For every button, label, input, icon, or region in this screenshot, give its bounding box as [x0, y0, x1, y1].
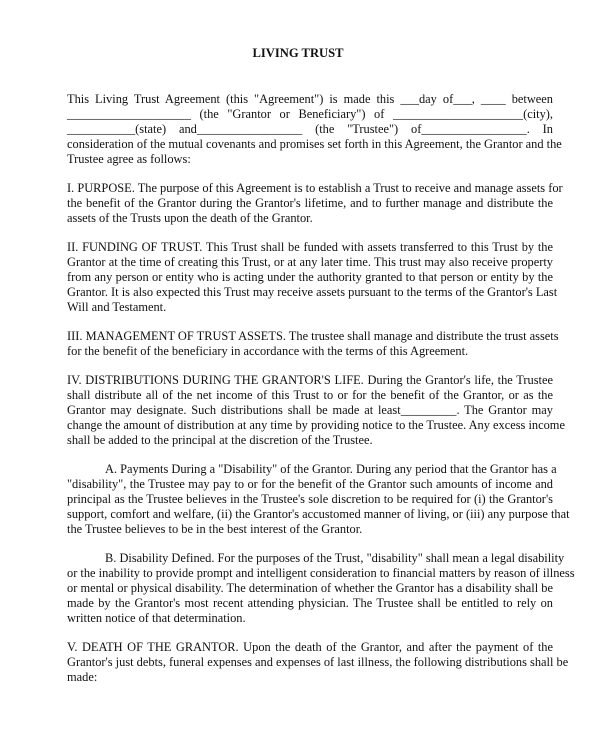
- section-purpose: [67, 181, 563, 226]
- text-line: or mental or physical disability. The determination of whether the Grantor has a disability shall be: [67, 581, 553, 595]
- text-line: Grantor may designate. Such distributions shall be made at least_________. The Grantor may: [67, 403, 553, 417]
- section-funding: [67, 240, 558, 315]
- text-line: consideration of the mutual covenants and promises set forth in this Agreement, the Grantor and the: [67, 137, 562, 151]
- text-line: II. FUNDING OF TRUST. This Trust shall be funded with assets transferred to this Trust by the: [67, 240, 553, 254]
- text-line: principal as the Trustee believes in the Trustee's sole discretion to be required for (i) the Grantor's: [67, 492, 553, 506]
- text-line: support, comfort and welfare, (ii) the Grantor's accustomed manner of living, or (iii) any purpose that: [67, 507, 570, 521]
- text-line: from any person or entity who is acting under the authority granted to that person or entity by the: [67, 270, 553, 284]
- text-line: change the amount of distribution at any time by providing notice to the Trustee. Any excess income: [67, 418, 565, 432]
- text-line: Grantor. It is also expected this Trust may receive assets pursuant to the terms of the Grantor's Last: [67, 285, 558, 299]
- text-line: I. PURPOSE. The purpose of this Agreement is to establish a Trust to receive and manage assets for: [67, 181, 563, 195]
- text-line: made:: [67, 670, 98, 684]
- text-line: for the benefit of the beneficiary in accordance with the terms of this Agreement.: [67, 344, 469, 358]
- intro-paragraph: [67, 92, 562, 167]
- section-death-of-grantor: [67, 640, 569, 685]
- text-line: assets of the Trusts upon the death of the Grantor.: [67, 211, 313, 225]
- text-line: shall be added to the principal at the discretion of the Trustee.: [67, 433, 373, 447]
- text-line: IV. DISTRIBUTIONS DURING THE GRANTOR'S LIFE. During the Grantor's life, the Trustee: [67, 373, 553, 387]
- text-line: This Living Trust Agreement (this "Agreement") is made this ___day of___, ____ between: [67, 92, 553, 106]
- text-line: made by the Grantor's most recent attending physician. The Trustee shall be entitled to rely on: [67, 596, 553, 610]
- document-body: [67, 92, 575, 699]
- text-line: A. Payments During a "Disability" of the Grantor. During any period that the Grantor has a: [105, 462, 557, 476]
- text-line: "disability", the Trustee may pay to or for the benefit of the Grantor such amounts of income and: [67, 477, 553, 491]
- text-line: ____________________ (the "Grantor or Beneficiary") of _____________________(city),: [67, 107, 553, 121]
- subsection-disability-defined: [67, 551, 575, 626]
- text-line: V. DEATH OF THE GRANTOR. Upon the death of the Grantor, and after the payment of the: [67, 640, 553, 654]
- section-distributions: [67, 373, 565, 448]
- text-line: Grantor at the time of creating this Trust, or at any later time. This trust may also receive property: [67, 255, 553, 269]
- text-line: shall distribute all of the net income of this Trust to or for the benefit of the Grantor, or as the: [67, 388, 553, 402]
- text-line: Will and Testament.: [67, 300, 167, 314]
- text-line: Grantor's just debts, funeral expenses and expenses of last illness, the following distributions shall be: [67, 655, 569, 669]
- text-line: written notice of that determination.: [67, 611, 246, 625]
- text-line: or the inability to provide prompt and intelligent consideration to financial matters by reason of illness: [67, 566, 575, 580]
- text-line: ___________(state) and_________________ (the "Trustee") of_________________. In: [67, 122, 553, 136]
- text-line: the Trustee believes to be in the best interest of the Grantor.: [67, 522, 363, 536]
- subsection-disability-payments: [67, 462, 570, 537]
- title-text: LIVING TRUST: [252, 46, 344, 60]
- text-line: III. MANAGEMENT OF TRUST ASSETS. The trustee shall manage and distribute the trust assets: [67, 329, 559, 343]
- document-title: [0, 46, 600, 61]
- text-line: the benefit of the Grantor during the Grantor's lifetime, and to further manage and distribute the: [67, 196, 553, 210]
- section-management: [67, 329, 559, 359]
- text-line: B. Disability Defined. For the purposes of the Trust, "disability" shall mean a legal disability: [105, 551, 565, 565]
- text-line: Trustee agree as follows:: [67, 152, 191, 166]
